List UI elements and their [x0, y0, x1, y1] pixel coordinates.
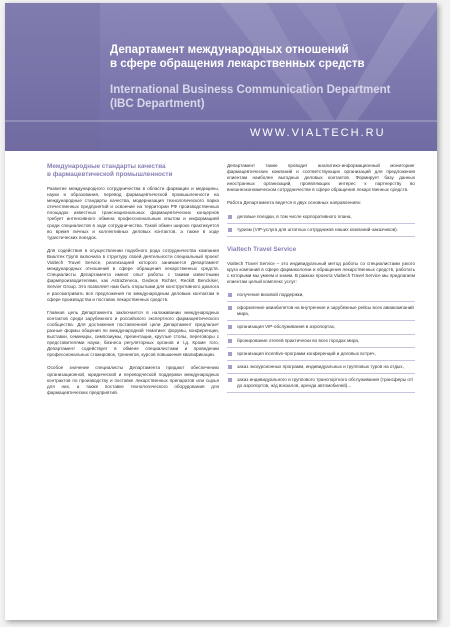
bullet-icon: [228, 352, 232, 356]
list-item: [227, 292, 415, 302]
website-url: WWW.VIALTECH.RU: [250, 127, 386, 139]
right-column: [227, 163, 415, 396]
directions-list: [227, 214, 415, 237]
list-item: [227, 227, 415, 237]
list-item: [227, 338, 415, 348]
list-item-text: получение визовой поддержки,: [237, 292, 304, 298]
list-item: [227, 305, 415, 321]
bullet-icon: [228, 306, 232, 310]
list-item: [227, 351, 415, 361]
left-heading: [47, 163, 219, 179]
list-item: [227, 214, 415, 224]
list-item-text: бронирование отелей практически во всех городах мира,: [237, 337, 360, 343]
bullet-icon: [228, 293, 232, 297]
list-item-text: оформление авиабилетов на внутренние и зарубежные рейсы всех авиакомпаний мира,: [237, 305, 414, 317]
left-paragraph: Особое значение специалисты Департамента придают обеспечению организационной, юридической и переводческой поддержки международных контрактов по производству и поставке лекарственных препаратов или сырья для них, а также поставке технологического оборудования для фармацевтических предприятий.: [47, 365, 219, 395]
bullet-icon: [228, 215, 232, 219]
subtitle-line-1: International Business Communication Department: [110, 84, 391, 96]
left-heading-line-1: Международные стандарты качества: [47, 163, 166, 170]
services-paragraph: Vialtech Travel Service – это индивидуальный метод работы со специалистами узкого круга компаний в сфере фармакологии и обращения лекарственных средств, работать с которыми мы умеем и знаем. В рамках проекта Vialtech Travel Service мы предлагаем клиентам целый комплекс услуг:: [227, 260, 415, 285]
bullet-icon: [228, 378, 232, 382]
header-banner: [5, 3, 437, 151]
bullet-icon: [228, 339, 232, 343]
list-item-text: заказ экскурсионных программ, индивидуальных и групповых туров на отдых,: [237, 363, 404, 369]
right-paragraph: Департамент также проводит аналитико-информационный мониторинг фармацевтических компаний и соответствующих организаций для предложения клиентам наиболее выгодных деловых контактов. Формирует базу данных иностранных организаций, проявляющих интерес к партнерству во внешнеэкономическом сотрудничестве в сфере обращения лекарственных средств.: [227, 163, 415, 193]
left-heading-line-2: в фармацевтической промышленности: [47, 171, 173, 178]
left-column: [47, 163, 219, 403]
list-item-text: организация incentive-программ конференций и деловых встреч,: [237, 350, 376, 356]
subtitle-line-2: (IBC Department): [110, 98, 205, 110]
services-list: [227, 292, 415, 393]
bullet-icon: [228, 325, 232, 329]
brochure-page: [5, 3, 437, 620]
title-line-2: в сфере обращения лекарственных средств: [110, 58, 365, 70]
list-item: [227, 377, 415, 393]
list-item: [227, 324, 415, 334]
list-item-text: деловые поездки, в том числе корпоративного плана,: [237, 213, 352, 219]
right-paragraph: Работа Департамента ведется в двух основных направлениях:: [227, 200, 362, 206]
bullet-icon: [228, 228, 232, 232]
list-item-text: организация VIP-обслуживания в аэропортах,: [237, 324, 336, 330]
list-item-text: туризм (VIP-услуга для штатных сотрудников наших компаний-заказчиков).: [237, 226, 398, 232]
title-line-1: Департамент международных отношений: [110, 44, 349, 56]
left-paragraph: Для содействия в осуществлении подобного рода сотрудничества компания Виалтек Групп включила в структуру своей деятельности специальный проект Vialtech Travel Service, реализацией которого занимается Департамент международных отношений в сфере обращения лекарственных средств. Специалисты Департамента имеют опыт работы с такими известными фармпроизводителями, как AstraZeneca, Gedeon Richter, Reckitt Benckiser, Servier Group. Это позволяет нам быть открытыми для конструктивного диалога и рассматривать все предложения по международным деловым контактам в сфере производства и поставок лекарственных средств.: [47, 247, 219, 302]
list-item-text: заказ индивидуального и группового транспортного обслуживания (трансферы от/до аэропортов, ж/д вокзалов, аренда автомобилей)...: [237, 376, 414, 388]
page-title: [110, 43, 365, 71]
bullet-icon: [228, 365, 232, 369]
page-subtitle: [110, 83, 391, 111]
services-heading: Vialtech Travel Service: [227, 245, 297, 253]
left-paragraph: Главная цель Департамента заключается в налаживании международных контактов среди зарубежного и российского экспертного фармацевтического сообщества. Для достижения поставленной цели Департамент предлагает разные формы общения по международной тематике: форумы, конференции, выставки, семинары, симпозиумы, презентации, круглые столы, переговоры с представителями науки, бизнеса регуляторных органов и т.д. Кроме того, Департамент содействует в обмене специалистами и проведении профессиональных стажировок, тренингов, курсов повышения квалификации.: [47, 309, 219, 358]
list-item: [227, 364, 415, 374]
left-paragraph: Развитие международного сотрудничества в области фармации и медицины, науки и образования, перевод фармацевтической промышленности на международные стандарты качества, модернизация технологического парка отечественных предприятий и освоение на территории РФ производственных площадок известных транснациональных фармацевтических концернов требует интенсивного обмена профессиональным опытом и информацией среди специалистов в зоде сотрудничества. Такой обмен широко практикуется во время личных и коллективных деловых контактов, а также в ходе туристических поездок.: [47, 186, 219, 240]
